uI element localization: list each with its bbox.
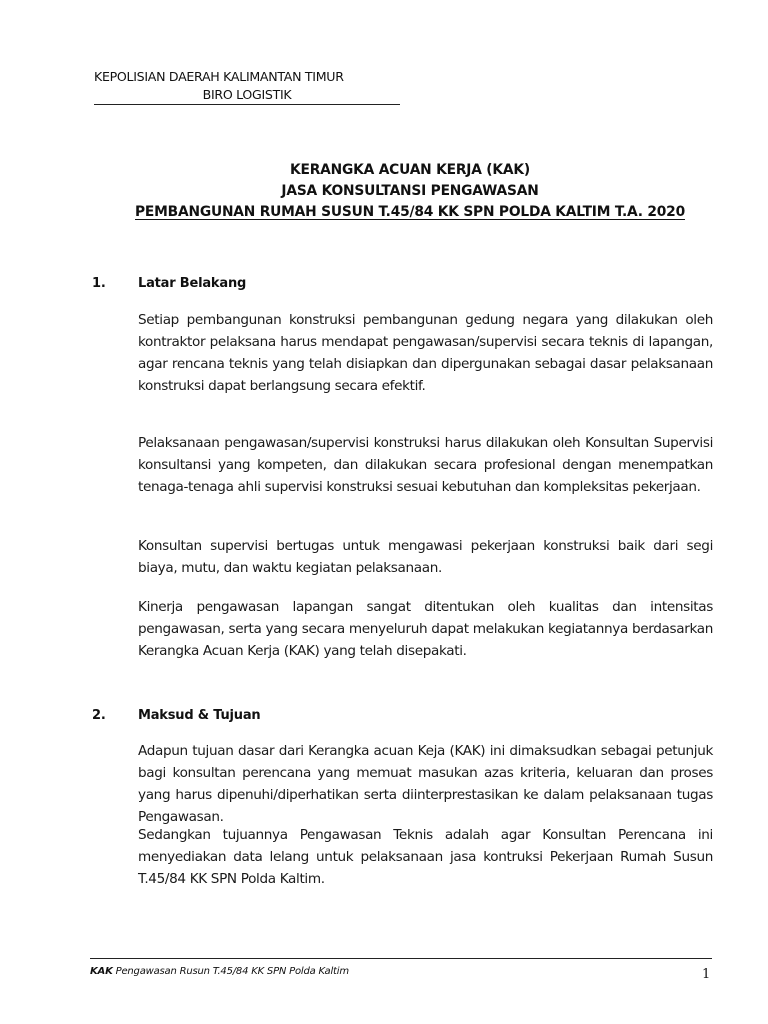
section-heading-latar-belakang <box>92 276 246 291</box>
footer-kak-label: KAK <box>90 966 113 977</box>
paragraph: Kinerja pengawasan lapangan sangat ditentukan oleh kualitas dan intensitas pengawasan, serta yang secara menyeluruh dapat melakukan kegiatannya berdasarkan Kerangka Acuan Kerja (KAK) yang telah disepakati. <box>138 599 713 659</box>
document-title <box>60 160 760 223</box>
org-name: KEPOLISIAN DAERAH KALIMANTAN TIMUR <box>94 69 344 84</box>
section-heading-maksud-tujuan <box>92 708 260 723</box>
section-title: Maksud & Tujuan <box>138 708 261 723</box>
paragraph: Sedangkan tujuannya Pengawasan Teknis adalah agar Konsultan Perencana ini menyediakan data lelang untuk pelaksanaan jasa kontruksi Pekerjaan Rumah Susun T.45/84 KK SPN Polda Kaltim. <box>138 827 713 887</box>
title-line-3: PEMBANGUNAN RUMAH SUSUN T.45/84 KK SPN POLDA KALTIM T.A. 2020 <box>135 204 685 220</box>
title-line-1: KERANGKA ACUAN KERJA (KAK) <box>290 162 530 178</box>
section-number: 2. <box>92 708 106 723</box>
paragraph: Konsultan supervisi bertugas untuk mengawasi pekerjaan konstruksi baik dari segi biaya, mutu, dan waktu kegiatan pelaksanaan. <box>138 538 713 576</box>
footer-divider <box>90 958 712 959</box>
page-number: 1 <box>702 967 711 982</box>
paragraph: Pelaksanaan pengawasan/supervisi konstruksi harus dilakukan oleh Konsultan Supervisi konsultansi yang kompeten, dan dilakukan secara profesional dengan menempatkan tenaga-tenaga ahli supervisi konstruksi sesuai kebutuhan dan kompleksitas pekerjaan. <box>138 435 713 495</box>
organization-header <box>94 68 400 105</box>
title-line-2: JASA KONSULTANSI PENGAWASAN <box>281 183 539 199</box>
footer-description: Pengawasan Rusun T.45/84 KK SPN Polda Kaltim <box>112 966 349 977</box>
footer-caption <box>90 966 349 977</box>
org-division: BIRO LOGISTIK <box>94 86 400 105</box>
paragraph: Setiap pembangunan konstruksi pembangunan gedung negara yang dilakukan oleh kontraktor pelaksana harus mendapat pengawasan/supervisi secara teknis di lapangan, agar rencana teknis yang telah disiapkan dan dipergunakan sebagai dasar pelaksanaan konstruksi dapat berlangsung secara efektif. <box>138 312 713 394</box>
section-title: Latar Belakang <box>138 276 247 291</box>
section-number: 1. <box>92 276 106 291</box>
paragraph: Adapun tujuan dasar dari Kerangka acuan Keja (KAK) ini dimaksudkan sebagai petunjuk bagi konsultan perencana yang memuat masukan azas kriteria, keluaran dan proses yang harus dipenuhi/diperhatikan serta diinterprestasikan ke dalam pelaksanaan tugas Pengawasan. <box>138 743 713 825</box>
